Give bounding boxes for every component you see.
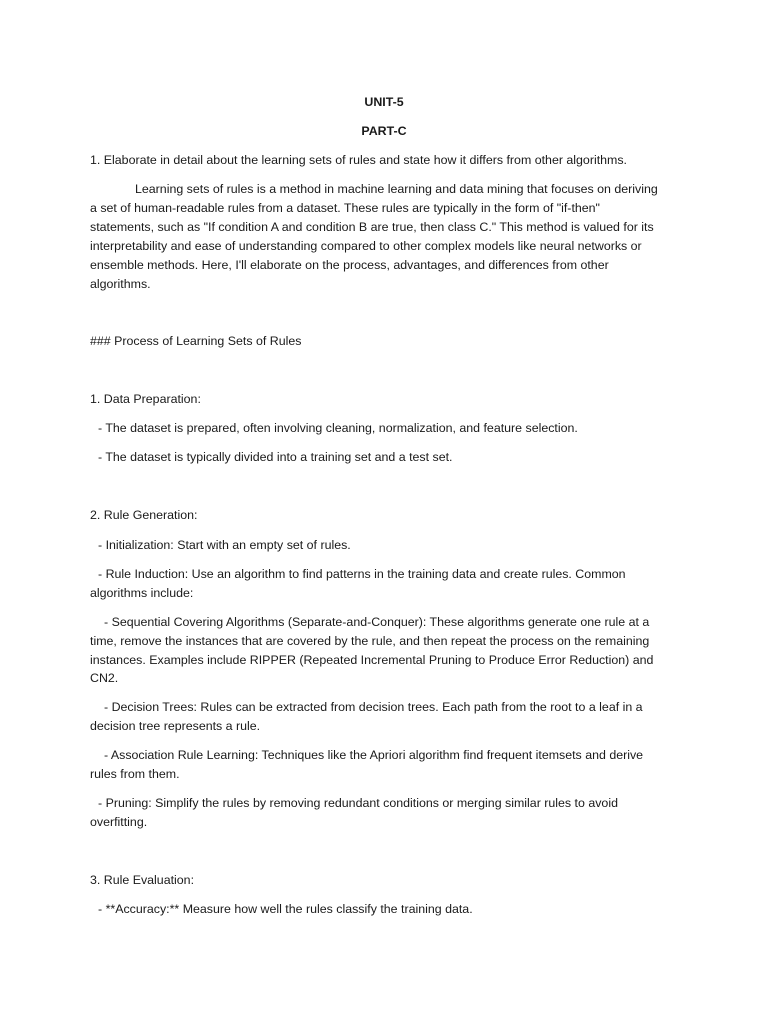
sub-bullet-item: - Decision Trees: Rules can be extracted from decision trees. Each path from the root to a leaf in a — [104, 700, 643, 714]
sub-bullet-item: time, remove the instances that are covered by the rule, and then repeat the process on the remaining — [90, 634, 650, 648]
sub-bullet-item: CN2. — [90, 671, 119, 685]
bullet-item: - The dataset is typically divided into a training set and a test set. — [98, 450, 453, 464]
sub-bullet-item: - Sequential Covering Algorithms (Separate-and-Conquer): These algorithms generate one rule at a — [104, 615, 650, 629]
step-title: 3. Rule Evaluation: — [90, 873, 195, 887]
sub-bullet-item: decision tree represents a rule. — [90, 719, 261, 733]
sub-bullet-item: - Association Rule Learning: Techniques like the Apriori algorithm find frequent itemsets and derive — [104, 748, 644, 762]
bullet-item: - Pruning: Simplify the rules by removing redundant conditions or merging similar rules to avoid — [98, 796, 618, 810]
question-text: 1. Elaborate in detail about the learning sets of rules and state how it differs from other algorithms. — [90, 153, 627, 167]
bullet-item: algorithms include: — [90, 586, 194, 600]
sub-bullet-item: instances. Examples include RIPPER (Repeated Incremental Pruning to Produce Error Reduction) and — [90, 653, 654, 667]
sub-bullet-item: rules from them. — [90, 767, 180, 781]
unit-heading: UNIT-5 — [364, 95, 404, 109]
part-heading: PART-C — [361, 124, 407, 138]
intro-line: Learning sets of rules is a method in machine learning and data mining that focuses on deriving — [135, 182, 658, 196]
intro-line: statements, such as "If condition A and condition B are true, then class C." This method is valued for its — [90, 220, 654, 234]
bullet-item: - The dataset is prepared, often involving cleaning, normalization, and feature selection. — [98, 421, 578, 435]
intro-line: ensemble methods. Here, I'll elaborate on the process, advantages, and differences from other — [90, 258, 609, 272]
intro-line: interpretability and ease of understanding compared to other complex models like neural networks or — [90, 239, 642, 253]
bullet-item: overfitting. — [90, 815, 148, 829]
intro-line: algorithms. — [90, 277, 151, 291]
step-title: 2. Rule Generation: — [90, 508, 198, 522]
bullet-item: - **Accuracy:** Measure how well the rules classify the training data. — [98, 902, 473, 916]
section-heading: ### Process of Learning Sets of Rules — [90, 334, 302, 348]
bullet-item: - Initialization: Start with an empty set of rules. — [98, 538, 351, 552]
bullet-item: - Rule Induction: Use an algorithm to find patterns in the training data and create rules. Common — [98, 567, 626, 581]
intro-line: a set of human-readable rules from a dataset. These rules are typically in the form of "if-then" — [90, 201, 600, 215]
step-title: 1. Data Preparation: — [90, 392, 201, 406]
